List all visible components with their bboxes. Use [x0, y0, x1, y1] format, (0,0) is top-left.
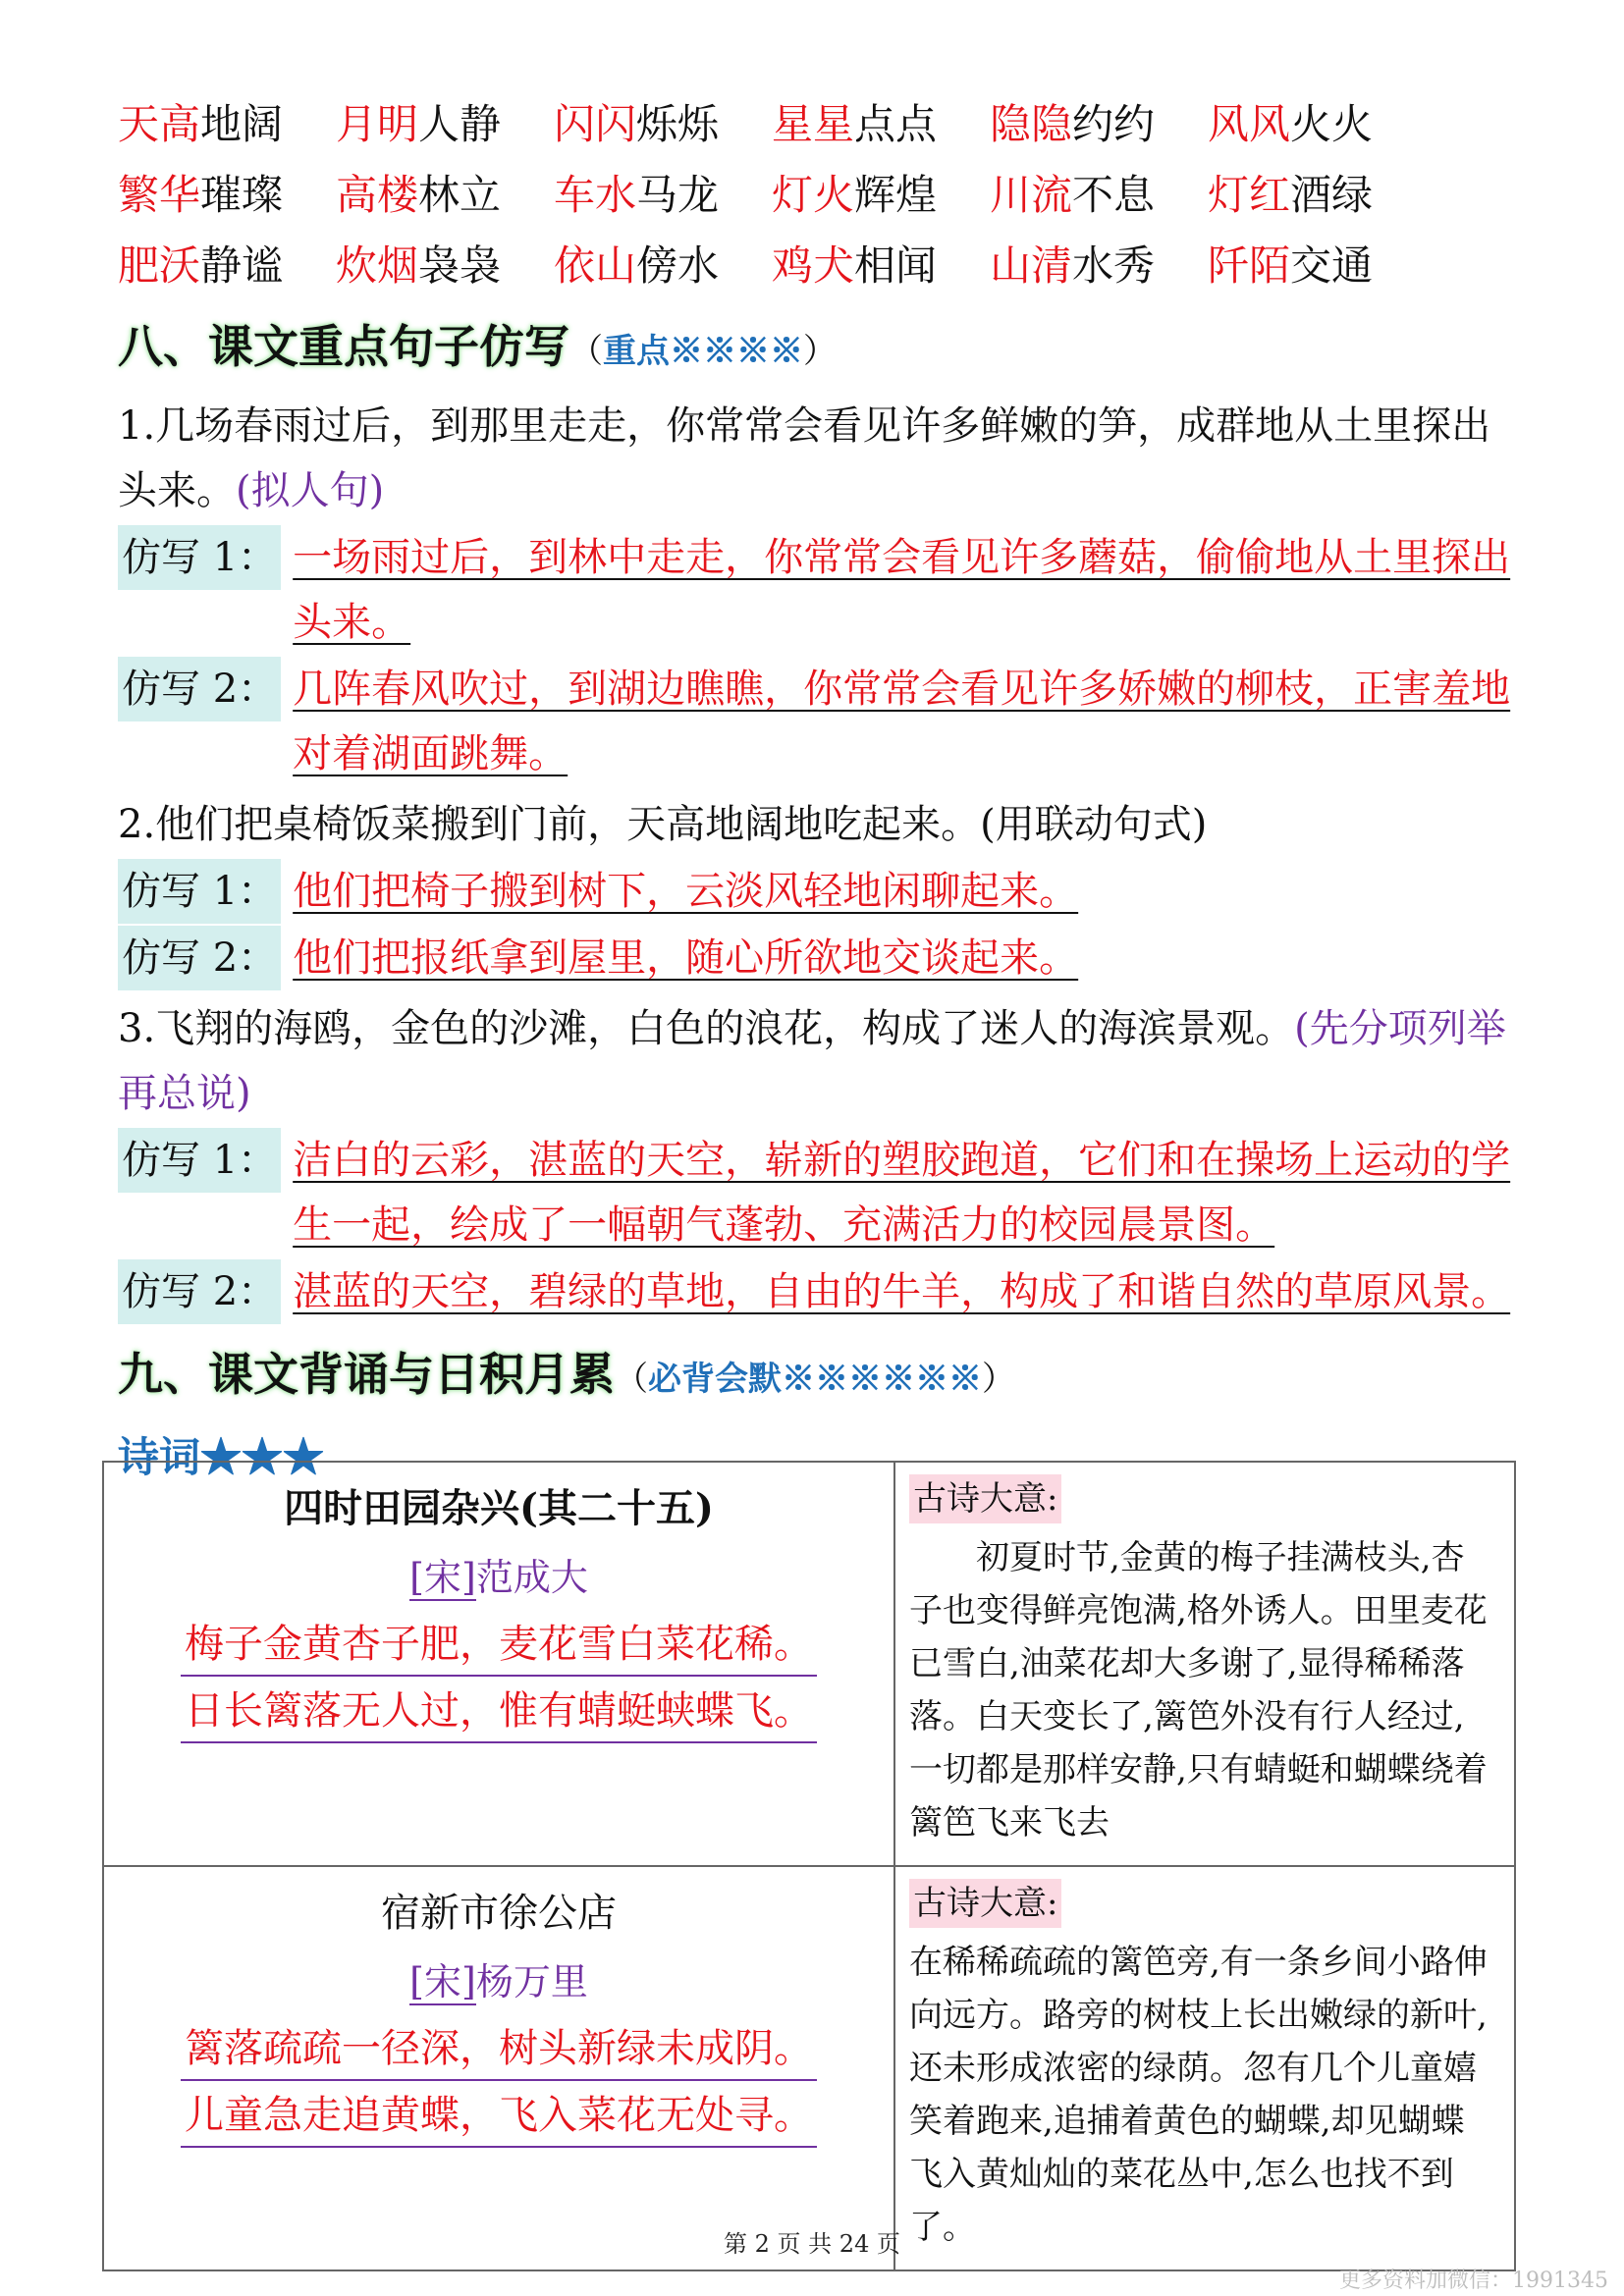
imitation-label: 仿写 1：	[118, 859, 281, 924]
meaning-label: 古诗大意:	[909, 1474, 1061, 1523]
meaning-cell	[894, 1462, 1515, 1866]
watermark: 更多资料加微信：1991345	[1339, 2269, 1608, 2293]
poem-table	[102, 1461, 1516, 2271]
question-1: 1.几场春雨过后，到那里走走，你常常会看见许多鲜嫩的笋，成群地从土里探出头来。(拟人句)	[118, 403, 1491, 513]
imitation-answer: 洁白的云彩，湛蓝的天空，崭新的塑胶跑道，它们和在操场上运动的学生一起，绘成了一幅朝气蓬勃、充满活力的校园晨景图。	[293, 1138, 1511, 1248]
poem-row	[103, 1462, 1515, 1866]
poem-title: 四时田园杂兴(其二十五)	[284, 1485, 714, 1531]
imitation-3-2	[118, 1259, 1512, 1324]
word-item: 鸡犬相闻	[772, 241, 938, 290]
imitation-answer: 湛蓝的天空，碧绿的草地，自由的牛羊，构成了和谐自然的草原风景。	[293, 1269, 1511, 1314]
section-8-heading: 八、课文重点句子仿写（重点※※※※）	[118, 320, 837, 373]
word-item: 繁华璀璨	[118, 171, 284, 219]
imitation-label: 仿写 2：	[118, 657, 281, 721]
imitation-answer: 他们把报纸拿到屋里，随心所欲地交谈起来。	[293, 935, 1079, 981]
poem-meaning: 初夏时节,金黄的梅子挂满枝头,杏子也变得鲜亮饱满,格外诱人。田里麦花已雪白,油菜花却大多谢了,显得稀稀落落。白天变长了,篱笆外没有行人经过,一切都是那样安静,只有蜻蜓和蝴蝶绕着篱笆飞来飞去	[909, 1538, 1488, 1842]
poem-line: 日长篱落无人过，惟有蜻蜓蛱蝶飞。	[181, 1681, 817, 1743]
imitation-answer: 一场雨过后，到林中走走，你常常会看见许多蘑菇，偷偷地从土里探出头来。	[293, 535, 1511, 645]
question-3: 3.飞翔的海鸥，金色的沙滩，白色的浪花，构成了迷人的海滨景观。(先分项列举再总说)	[118, 1006, 1506, 1116]
imitation-answer: 他们把椅子搬到树下，云淡风轻地闲聊起来。	[293, 869, 1079, 914]
poem-cell	[103, 1866, 894, 2270]
imitation-label: 仿写 2：	[118, 926, 281, 990]
word-grid	[118, 94, 1512, 296]
page-content	[118, 94, 1512, 1490]
imitation-2-2	[118, 926, 1512, 990]
word-item: 高楼林立	[336, 171, 502, 219]
poem-author: [宋]范成大	[409, 1556, 588, 1599]
word-item: 炊烟袅袅	[336, 241, 502, 290]
poem-line: 儿童急走追黄蝶，飞入菜花无处寻。	[181, 2085, 817, 2148]
poem-row	[103, 1866, 1515, 2270]
word-item: 车水马龙	[554, 171, 720, 219]
word-item: 灯红酒绿	[1208, 171, 1374, 219]
imitation-label: 仿写 1：	[118, 525, 281, 590]
word-item: 天高地阔	[118, 100, 284, 148]
word-item: 山清水秀	[990, 241, 1156, 290]
page-footer: 第 2 页 共 24 页	[724, 2230, 900, 2258]
word-item: 肥沃静谧	[118, 241, 284, 290]
imitation-2-1	[118, 859, 1512, 924]
poem-author: [宋]杨万里	[409, 1960, 588, 2003]
word-item: 星星点点	[772, 100, 938, 148]
poem-title: 宿新市徐公店	[381, 1891, 617, 1936]
poem-line: 篱落疏疏一径深，树头新绿未成阴。	[181, 2018, 817, 2081]
poem-meaning: 在稀稀疏疏的篱笆旁,有一条乡间小路伸向远方。路旁的树枝上长出嫩绿的新叶,还未形成浓密的绿荫。忽有几个儿童嬉笑着跑来,追捕着黄色的蝴蝶,却见蝴蝶飞入黄灿灿的菜花丛中,怎么也找不到了。	[909, 1943, 1488, 2247]
imitation-3-1	[118, 1128, 1512, 1257]
imitation-label: 仿写 2：	[118, 1259, 281, 1324]
imitation-1-1	[118, 525, 1512, 655]
word-item: 风风火火	[1208, 100, 1374, 148]
section-9-heading: 九、课文背诵与日积月累（必背会默※※※※※※）	[118, 1348, 1015, 1401]
question-2: 2.他们把桌椅饭菜搬到门前，天高地阔地吃起来。(用联动句式)	[118, 802, 1208, 847]
word-item: 闪闪烁烁	[554, 100, 720, 148]
word-item: 阡陌交通	[1208, 241, 1374, 290]
poem-line: 梅子金黄杏子肥，麦花雪白菜花稀。	[181, 1614, 817, 1677]
imitation-label: 仿写 1：	[118, 1128, 281, 1193]
word-item: 隐隐约约	[990, 100, 1156, 148]
poem-cell	[103, 1462, 894, 1866]
word-item: 月明人静	[336, 100, 502, 148]
word-item: 依山傍水	[554, 241, 720, 290]
meaning-cell	[894, 1866, 1515, 2270]
meaning-label: 古诗大意:	[909, 1879, 1061, 1928]
imitation-answer: 几阵春风吹过，到湖边瞧瞧，你常常会看见许多娇嫩的柳枝，正害羞地对着湖面跳舞。	[293, 667, 1511, 776]
word-item: 灯火辉煌	[772, 171, 938, 219]
poetry-subheading: 诗词★★★	[118, 1433, 325, 1481]
word-item: 川流不息	[990, 171, 1156, 219]
imitation-1-2	[118, 657, 1512, 786]
